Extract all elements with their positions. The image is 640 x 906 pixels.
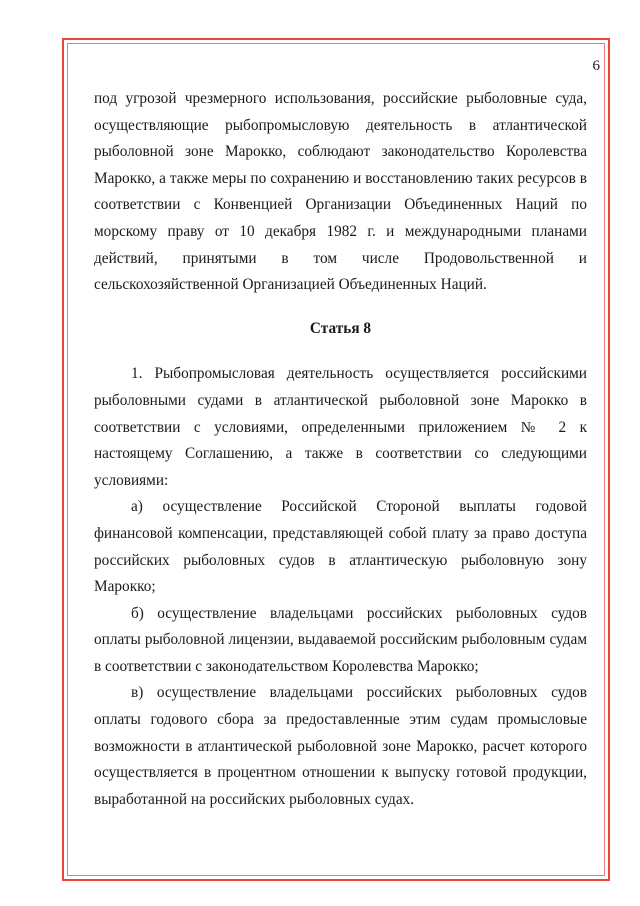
subclause-a: а) осуществление Российской Стороной выплаты годовой финансовой компенсации, представляющей собой плату за право доступа российских рыболовных судов в атлантическую рыболовную зону Марокко; [94, 498, 587, 596]
continuation-paragraph: под угрозой чрезмерного использования, российские рыболовные суда, осуществляющие рыбопромысловую деятельность в атлантической рыболовной зоне Марокко, соблюдают законодательство Королевства Марокко, а также меры по сохранению и восстановлению таких ресурсов в соответствии с Конвенцией Организации Объединенных Наций по морскому праву от 10 декабря 1982 г. и международными планами действий, принятыми в том числе Продовольственной и сельскохозяйственной Организацией Объединенных Наций. [94, 90, 587, 294]
clause-1-paragraph: 1. Рыбопромысловая деятельность осуществляется российскими рыболовными судами в атлантической рыболовной зоне Марокко в соответствии с условиями, определенными приложением № 2 к настоящему Соглашению, а также в соответствии со следующими условиями: [94, 365, 587, 489]
page-number: 6 [592, 58, 600, 74]
subclause-b: б) осуществление владельцами российских рыболовных судов оплаты рыболовной лицензии, выдаваемой российским рыболовным судам в соответствии с законодательством Королевства Марокко; [94, 604, 587, 675]
document-body [94, 86, 587, 813]
subclause-c: в) осуществление владельцами российских рыболовных судов оплаты годового сбора за предоставленные этим судам промысловые возможности в атлантической рыболовной зоне Марокко, расчет которого осуществляется в процентном отношении к выпуску готовой продукции, выработанной на российских рыболовных судах. [94, 684, 587, 808]
article-heading: Статья 8 [309, 319, 372, 337]
